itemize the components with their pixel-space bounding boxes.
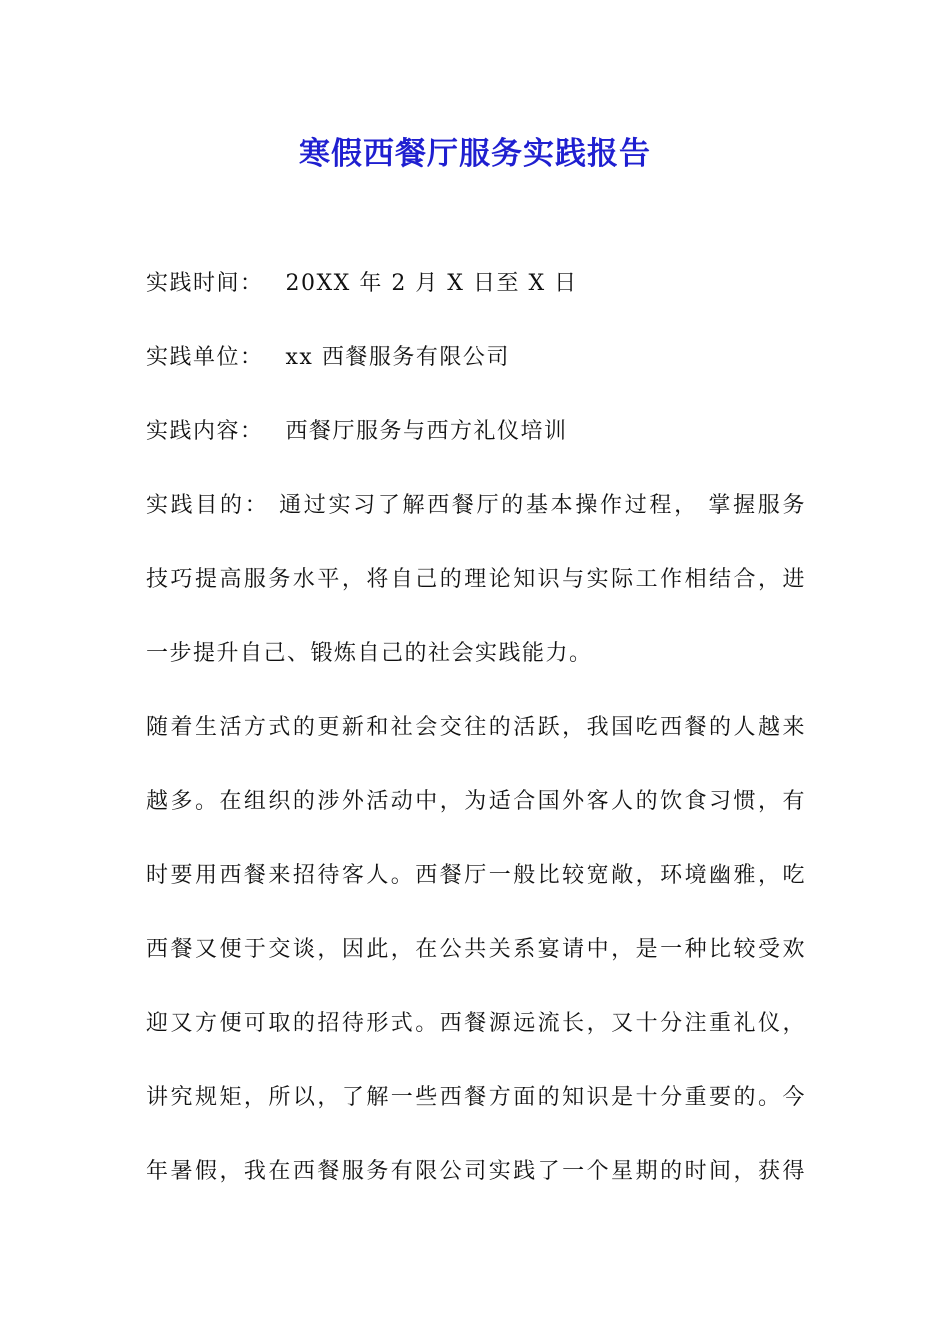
field-value: 20XX 年 2 月 X 日至 X 日 (285, 271, 578, 296)
purpose-line: 实践目的： 通过实习了解西餐厅的基本操作过程， 掌握服务 (146, 493, 806, 518)
purpose-line: 一步提升自己、锻炼自己的社会实践能力。 (146, 641, 593, 666)
paragraph-line: 迎又方便可取的招待形式。西餐源远流长，又十分注重礼仪， (146, 1011, 806, 1036)
field-practice-time (146, 262, 806, 336)
field-label: 实践内容： (146, 419, 264, 444)
paragraph-line: 年暑假，我在西餐服务有限公司实践了一个星期的时间，获得 (146, 1159, 806, 1184)
paragraph-line: 讲究规矩，所以，了解一些西餐方面的知识是十分重要的。今 (146, 1085, 806, 1110)
field-label: 实践时间： (146, 271, 264, 296)
field-value: xx 西餐服务有限公司 (285, 345, 510, 370)
paragraph-line: 时要用西餐来招待客人。西餐厅一般比较宽敞，环境幽雅，吃 (146, 863, 806, 888)
field-label: 实践单位： (146, 345, 264, 370)
field-practice-content (146, 410, 806, 484)
document-title: 寒假西餐厅服务实践报告 (299, 136, 651, 172)
paragraph-line: 越多。在组织的涉外活动中，为适合国外客人的饮食习惯，有 (146, 789, 806, 814)
paragraph-line: 西餐又便于交谈，因此，在公共关系宴请中，是一种比较受欢 (146, 937, 806, 962)
document-body (146, 262, 806, 1224)
field-value: 西餐厅服务与西方礼仪培训 (285, 419, 568, 444)
purpose-line: 技巧提高服务水平，将自己的理论知识与实际工作相结合，进 (146, 567, 806, 592)
paragraph-line: 随着生活方式的更新和社会交往的活跃，我国吃西餐的人越来 (146, 715, 806, 740)
field-practice-unit (146, 336, 806, 410)
